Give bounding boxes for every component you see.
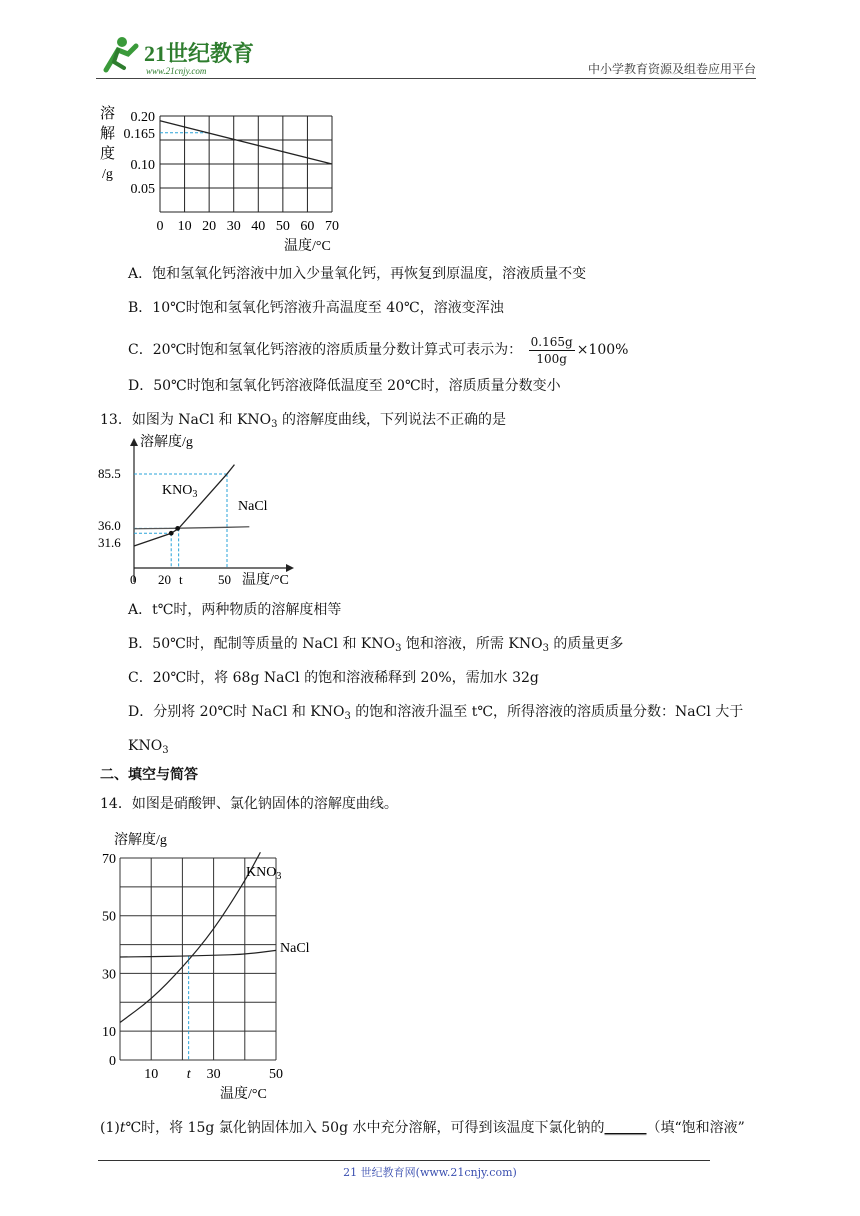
- grid: [160, 116, 332, 212]
- ylabel-char: 度: [100, 146, 116, 162]
- svg-text:21世纪教育: 21世纪教育: [144, 41, 255, 66]
- solubility-line: [160, 121, 332, 164]
- y-axis-arrow: [130, 438, 138, 446]
- ylabel-char: 溶: [100, 106, 116, 122]
- chart-nacl-kno3: [96, 432, 336, 592]
- variable-t: t: [119, 1120, 126, 1136]
- x-tick-label: 20: [202, 219, 217, 234]
- x-axis-arrow: [286, 564, 294, 572]
- y-tick-label: 50: [102, 909, 116, 925]
- footer-divider: [98, 1160, 710, 1161]
- y-tick-label: 0.05: [130, 182, 155, 197]
- stem-text: 的溶解度曲线，下列说法不正确的是: [277, 412, 506, 428]
- y-tick-label: 10: [102, 1025, 116, 1041]
- point-20c: [169, 531, 174, 536]
- y-tick-label: 0.165: [123, 126, 155, 142]
- ylabel-char: 解: [100, 126, 116, 142]
- y-axis-label: 溶解度/g: [114, 833, 167, 848]
- footer-text: 21 世纪教育网(www.21cnjy.com): [343, 1166, 517, 1179]
- x-axis-label: 温度/°C: [284, 239, 331, 254]
- x-tick-label: 10: [177, 219, 192, 234]
- section-title: 二、填空与简答: [100, 767, 198, 783]
- fraction-numerator: 0.165g: [530, 334, 573, 349]
- q12-option-b: B．10℃时饱和氢氧化钙溶液升高温度至 40℃，溶液变浑浊: [128, 300, 504, 316]
- y-axis-label: 溶解度/g: [140, 435, 193, 450]
- ylabel-char: /g: [102, 167, 113, 182]
- nacl-label: NaCl: [238, 499, 268, 514]
- grid: [120, 858, 276, 1060]
- q13-option-d-continued: [128, 736, 169, 756]
- fraction-multiplier: ×100%: [576, 342, 629, 358]
- kno3-curve: [120, 852, 260, 1022]
- kno3-label: $KNO_3$: [246, 865, 282, 882]
- option-text: 的质量更多: [548, 636, 624, 652]
- intersection-point: [175, 526, 180, 531]
- nacl-curve: [134, 527, 249, 529]
- x-tick-label: 60: [300, 219, 315, 234]
- x-tick-label: t: [179, 572, 183, 587]
- chart-calcium-hydroxide: [96, 100, 356, 260]
- q13-option-d: [128, 702, 743, 722]
- kno3-curve: [134, 465, 234, 546]
- x-tick-label: 0: [156, 219, 164, 234]
- platform-name: 中小学教育资源及组卷应用平台: [587, 62, 756, 76]
- svg-text:www.21cnjy.com: www.21cnjy.com: [146, 66, 207, 76]
- x-tick-label: 50: [269, 1067, 283, 1082]
- x-tick-label: t: [186, 1067, 191, 1082]
- x-tick-label: 20: [158, 572, 171, 587]
- y-tick-label: 0: [109, 1054, 116, 1069]
- subscript: 3: [542, 643, 549, 654]
- subscript: 3: [344, 711, 351, 722]
- y-tick-label: 70: [102, 852, 116, 867]
- x-tick-label: 50: [218, 572, 231, 587]
- q12-option-c: [128, 332, 628, 368]
- x-tick-label: 30: [226, 219, 241, 234]
- option-text: B．50℃时，配制等质量的 NaCl 和 KNO: [128, 636, 396, 652]
- x-tick-label: 10: [144, 1067, 159, 1082]
- q13-option-a: A．t℃时，两种物质的溶解度相等: [128, 602, 342, 618]
- x-tick-label: 0: [130, 572, 137, 587]
- y-tick-label: 31.6: [98, 535, 121, 550]
- nacl-label: NaCl: [280, 941, 310, 956]
- q13-stem: [100, 410, 506, 430]
- q14-stem: 14．如图是硝酸钾、氯化钠固体的溶解度曲线。: [100, 796, 398, 812]
- y-tick-label: 36.0: [98, 518, 121, 533]
- option-c-text: C．20℃时饱和氢氧化钙溶液的溶质质量分数计算式可表示为：: [128, 342, 523, 358]
- x-axis-label: 温度/°C: [220, 1087, 267, 1102]
- x-tick-label: 50: [275, 219, 290, 234]
- y-tick-label: 0.10: [130, 158, 155, 173]
- fraction-denominator: 100g: [536, 351, 567, 366]
- option-text: 饱和溶液，所需 KNO: [401, 636, 543, 652]
- option-text: 的饱和溶液升温至 t℃，所得溶液的溶质质量分数：NaCl 大于: [350, 704, 744, 720]
- q14-part1: [100, 1118, 745, 1138]
- x-tick-label: 30: [206, 1067, 221, 1082]
- option-text: D．分别将 20℃时 NaCl 和 KNO: [128, 704, 345, 720]
- fraction: [529, 334, 575, 367]
- option-text: KNO: [128, 738, 163, 754]
- q12-option-a: A．饱和氢氧化钙溶液中加入少量氧化钙，再恢复到原温度，溶液质量不变: [128, 266, 587, 282]
- q12-option-d: D．50℃时饱和氢氧化钙溶液降低温度至 20℃时，溶质质量分数变小: [128, 378, 561, 394]
- site-logo: [96, 34, 266, 78]
- part-number: (1): [100, 1120, 120, 1136]
- header-divider: [96, 78, 756, 79]
- subscript: 3: [162, 745, 169, 756]
- nacl-curve: [120, 950, 276, 957]
- part-text: ℃时，将 15g 氯化钠固体加入 50g 水中充分溶解，可得到该温度下氯化钠的: [125, 1120, 605, 1136]
- x-axis-label: 温度/°C: [242, 573, 289, 588]
- part-text: （填“饱和溶液”: [646, 1120, 745, 1136]
- q13-option-c: C．20℃时，将 68g NaCl 的饱和溶液稀释到 20%，需加水 32g: [128, 670, 539, 686]
- answer-blank[interactable]: ______: [604, 1120, 647, 1136]
- chart-solubility-grid: [96, 826, 336, 1104]
- stem-text: 13．如图为 NaCl 和 KNO: [100, 412, 272, 428]
- x-tick-label: 40: [251, 219, 266, 234]
- x-tick-label: 70: [325, 219, 339, 234]
- y-tick-label: 85.5: [98, 466, 121, 481]
- subscript: 3: [395, 643, 402, 654]
- subscript: 3: [271, 419, 278, 430]
- kno3-label: $KNO_3$: [162, 483, 198, 500]
- y-tick-label: 0.20: [130, 110, 155, 125]
- q13-option-b: [128, 634, 623, 654]
- y-tick-label: 30: [102, 967, 116, 983]
